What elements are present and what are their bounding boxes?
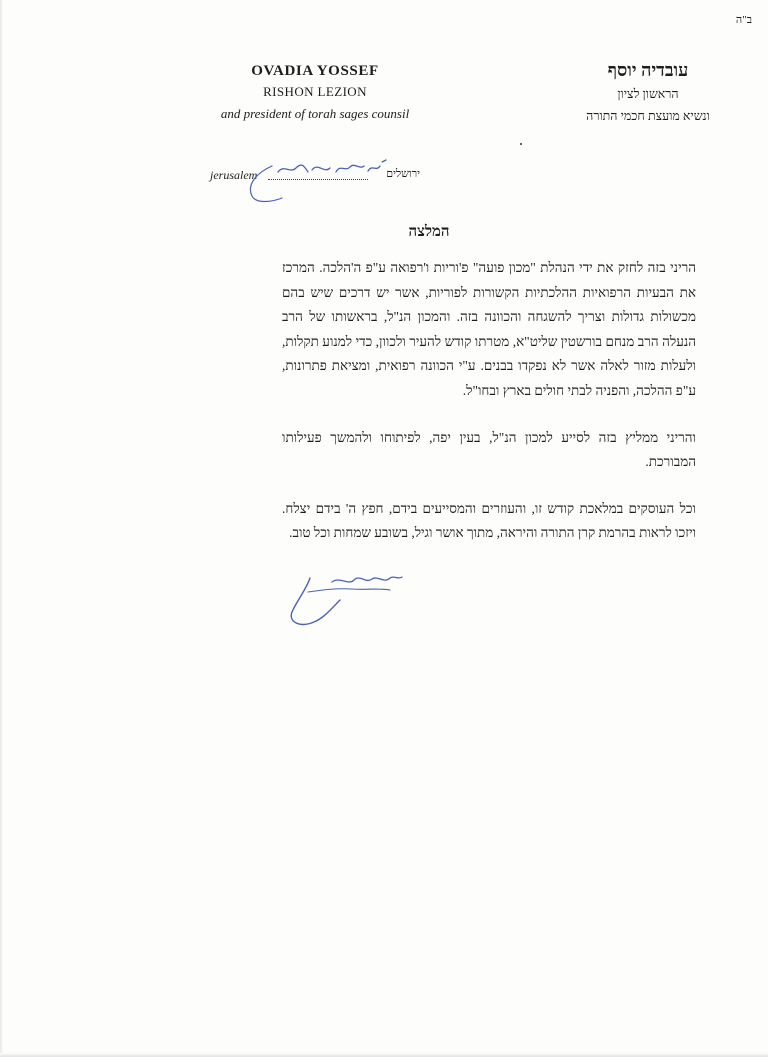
letterhead-english-president: and president of torah sages counsil [220,106,410,121]
letterhead-hebrew-title: הראשון לציון [617,87,679,101]
corner-mark: ב"ה [735,14,752,26]
paragraph-2: והריני ממליץ בזה לסייע למכון הנ"ל, בעין יפה, לפיתוחו ולהמשך פעילותו המבורכת. [282,429,696,470]
scan-edge-bottom [0,1053,768,1057]
paragraph-1: הריני בזה לחזק את ידי הנהלת "מכון פועה" פ'וריות ו'רפואה ע"פ ה'הלכה. המרכז את הבעיות הרפואיות ההלכתיות הקשורות לפוריות, אשר יש דרכים שיש בהם מכשולות גדולות וצריך להשגחה והכוונה בזה. והמכון הנ"ל, בראשותו של הרב הנעלה הרב מנחם בורשטין שליט"א, מטרתו קודש להעיר ולכוון, כדי למנוע תקלות, ולעלות מזור לאלה אשר לא נפקדו בבנים. ע"י הכוונה רפואית, ומציאת פתרונות, ע"פ ההלכה, והפניה לבתי חולים בארץ ובחו"ל. [282,260,696,398]
scan-edge-left [0,0,3,1057]
letter-body [282,256,696,546]
letterhead-hebrew [538,60,758,124]
handwritten-signature [270,572,410,632]
handwritten-date [238,158,398,208]
paragraph-3: וכל העוסקים במלאכת קודש זו, והעוזרים והמסייעים בידם, חפץ ה' בידם יצלח. ויזכו לראות בהרמת קרן התורה והיראה, מתוך אושר וגיל, בשובע שמחות וכל טוב. [282,500,696,541]
place-hebrew: ירושלים [386,168,420,180]
letterhead-english-name: OVADIA YOSSEF [251,63,379,79]
place-english: jerusalem [210,168,258,182]
ink-speck [520,143,522,145]
letter-title: המלצה [408,224,450,240]
letterhead-english-title: RISHON LEZION [263,84,367,99]
letterhead-hebrew-president: ונשיא מועצת חכמי התורה [586,109,710,123]
letterhead-english [200,63,430,122]
letterhead-hebrew-name: עובדיה יוסף [607,60,689,80]
